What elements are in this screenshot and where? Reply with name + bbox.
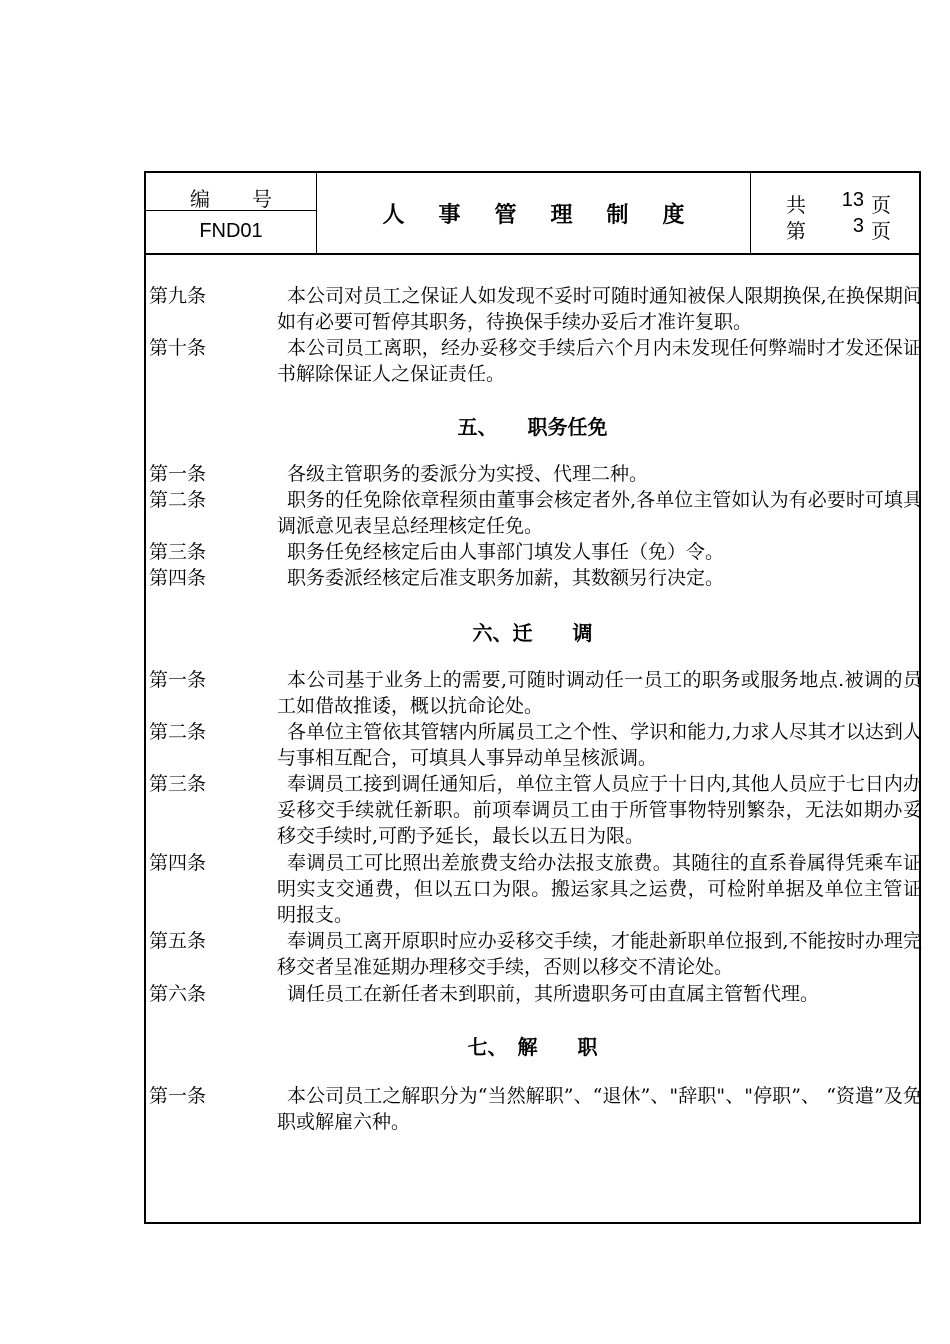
article-number: 第四条 — [149, 567, 207, 589]
code-value: FND01 — [199, 220, 263, 242]
section-heading: 五、 职务任免 — [457, 415, 608, 439]
article-number: 第三条 — [149, 773, 207, 795]
article — [149, 667, 922, 719]
section-heading: 六、迁 调 — [472, 621, 593, 645]
article-text: 奉调员工接到调任通知后，单位主管人员应于十日内,其他人员应于七日内办妥移交手续就任新职。前项奉调员工由于所管事物特别繁杂，无法如期办妥移交手续时,可酌予延长，最长以五日为限。 — [277, 773, 922, 847]
article — [149, 928, 922, 980]
title-cell — [317, 173, 751, 253]
code-label: 编号 — [190, 187, 314, 211]
article — [149, 539, 919, 565]
article-text: 奉调员工离开原职时应办妥移交手续，才能赴新职单位报到,不能按时办理完移交者呈准延期办理移交手续，否则以移交不清论处。 — [277, 930, 922, 978]
article — [149, 461, 919, 487]
article-number: 第三条 — [149, 541, 207, 563]
article — [149, 850, 922, 928]
document-header — [146, 173, 919, 255]
article-number: 第一条 — [149, 463, 207, 485]
code-cell — [146, 173, 317, 253]
article-text: 各级主管职务的委派分为实授、代理二种。 — [287, 463, 649, 485]
article-text: 职务委派经核定后准支职务加薪，其数额另行决定。 — [287, 567, 725, 589]
article-number: 第十条 — [149, 337, 207, 359]
document-frame — [144, 171, 921, 1224]
total-pages: 共 13 页 — [786, 189, 891, 217]
article-text: 各单位主管依其管辖内所属员工之个性、学识和能力,力求人尽其才以达到人与事相互配合，可填具人事异动单呈核派调。 — [277, 721, 922, 769]
current-page: 第 3 页 — [786, 215, 891, 243]
article — [149, 335, 922, 387]
article-text: 本公司对员工之保证人如发现不妥时可随时通知被保人限期换保,在换保期间如有必要可暂停其职务，待换保手续办妥后才准许复职。 — [277, 285, 922, 333]
article-number: 第二条 — [149, 489, 207, 511]
article-number: 第一条 — [149, 1085, 207, 1107]
article-number: 第二条 — [149, 721, 207, 743]
article-text: 职务任免经核定后由人事部门填发人事任（免）令。 — [287, 541, 725, 563]
article — [149, 771, 922, 849]
article — [149, 719, 922, 771]
article — [149, 283, 922, 335]
article-number: 第九条 — [149, 285, 207, 307]
page-count-cell — [751, 173, 919, 253]
article-number: 第一条 — [149, 669, 207, 691]
article-text: 本公司员工离职，经办妥移交手续后六个月内未发现任何弊端时才发还保证书解除保证人之保证责任。 — [277, 337, 922, 385]
article — [149, 1083, 922, 1135]
article-number: 第四条 — [149, 852, 207, 874]
code-divider — [146, 210, 316, 211]
article — [149, 487, 922, 539]
article-text: 调任员工在新任者未到职前，其所遗职务可由直属主管暂代理。 — [287, 983, 820, 1005]
article-text: 本公司基于业务上的需要,可随时调动任一员工的职务或服务地点.被调的员工如借故推诿，概以抗命论处。 — [277, 669, 922, 717]
section-heading: 七、 解 职 — [467, 1035, 598, 1059]
article-text: 本公司员工之解职分为“当然解职”、“退休”、"辞职"、"停职”、 “资遣”及免职或解雇六种。 — [277, 1085, 922, 1133]
article — [149, 565, 919, 591]
current-page-value: 3 — [852, 215, 864, 237]
document-title: 人事管理制度 — [382, 201, 719, 228]
article-text: 奉调员工可比照出差旅费支给办法报支旅费。其随往的直系眷属得凭乘车证明实支交通费，但以五口为限。搬运家具之运费，可检附单据及单位主管证明报支。 — [277, 852, 922, 926]
article-number: 第五条 — [149, 930, 207, 952]
total-pages-value: 13 — [841, 189, 864, 211]
article-text: 职务的任免除依章程须由董事会核定者外,各单位主管如认为有必要时可填具调派意见表呈总经理核定任免。 — [277, 489, 922, 537]
article — [149, 981, 919, 1007]
article-number: 第六条 — [149, 983, 207, 1005]
